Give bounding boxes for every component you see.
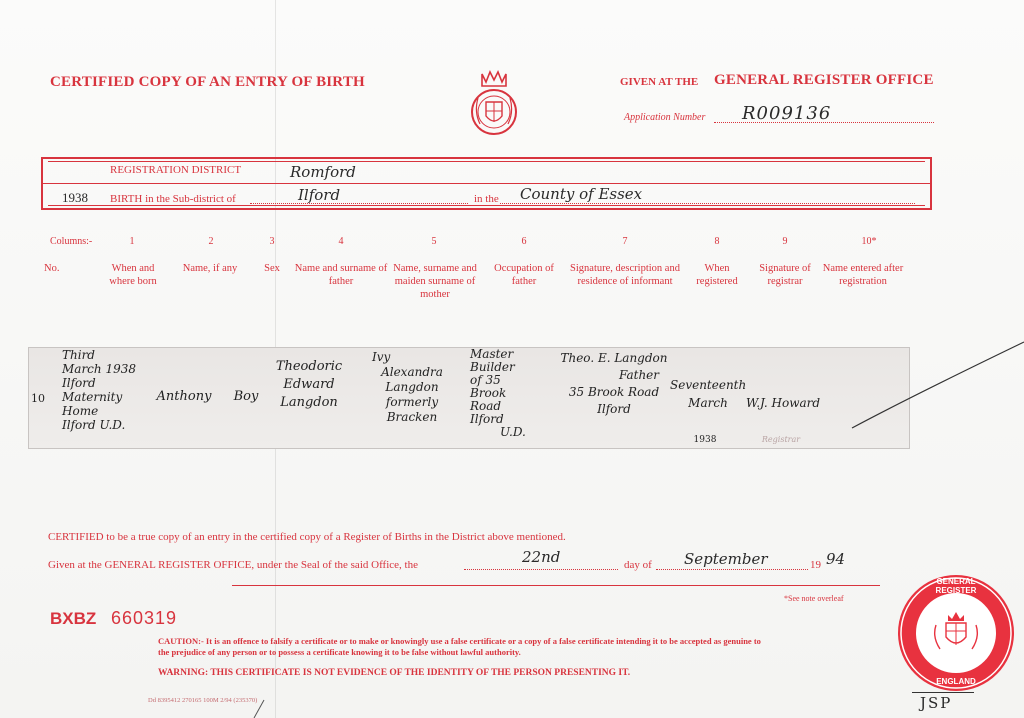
day-value: 22nd [522, 548, 561, 566]
entry-when-registered [670, 376, 746, 412]
column-number: 4 [338, 236, 344, 247]
occupation-line: Road [470, 399, 502, 413]
born-line: March 1938 [62, 362, 136, 376]
informant-line: Father [618, 368, 660, 382]
caution-text: CAUTION:- It is an offence to falsify a certificate or to make or knowingly use a false certificate or a copy of a false certificate intending it to be accepted as genuine to the prejudice of any person or to possess a certificate knowing it to be false without lawful authority. [158, 636, 761, 657]
born-line: Ilford [62, 376, 96, 390]
registered-year: 1938 [693, 435, 717, 445]
entry-sex: Boy [233, 389, 259, 404]
certificate-title: CERTIFIED COPY OF AN ENTRY OF BIRTH [50, 74, 365, 90]
occupation-line: Brook [470, 386, 507, 400]
entry-occupation [464, 348, 540, 439]
mother-line: formerly [385, 395, 439, 409]
header-mother: Name, surname and maiden surname of mother [393, 263, 477, 300]
box-inner-bottom [48, 205, 925, 206]
header-father: Name and surname of father [294, 263, 388, 287]
county-label: in the [474, 193, 499, 205]
column-number: 2 [208, 236, 214, 247]
entry-when-where-born [48, 348, 148, 432]
certification-statement: CERTIFIED to be a true copy of an entry in the certified copy of a Register of Births in the District above mentioned. [48, 531, 566, 543]
occupation-line: Builder [470, 360, 515, 374]
given-at-prefix: GIVEN AT THE [620, 76, 699, 88]
district-label: REGISTRATION DISTRICT [110, 164, 242, 176]
royal-crest-icon [468, 68, 520, 142]
informant-line: Theo. E. Langdon [560, 351, 668, 365]
registration-year: 1938 [62, 190, 88, 205]
seal-bottom-text: ENGLAND [936, 677, 976, 686]
entry-informant [544, 350, 684, 418]
registered-line: Seventeenth [670, 378, 747, 392]
column-number: 9 [782, 236, 788, 247]
print-code: Dd 8395412 270165 100M 2/94 (235370) [148, 697, 258, 704]
application-number-label: Application Number [624, 112, 706, 123]
district-value: Romford [290, 163, 356, 181]
certification-rule [232, 585, 880, 586]
initials: JSP [920, 694, 953, 712]
entry-father [264, 358, 354, 412]
subdistrict-label: BIRTH in the Sub-district of [110, 193, 236, 205]
occupation-line: of 35 [470, 373, 501, 387]
column-number: 7 [622, 236, 628, 247]
county-line [500, 203, 915, 204]
header-registrar: Signature of registrar [759, 263, 811, 287]
registered-line: March [688, 396, 728, 410]
father-line: Langdon [280, 395, 338, 410]
born-line: Maternity [62, 390, 123, 404]
informant-line: Ilford [597, 402, 631, 416]
column-number: 5 [431, 236, 437, 247]
header-name-after-registration: Name entered after registration [822, 263, 904, 287]
occupation-line: Ilford [470, 412, 504, 426]
header-when-registered: When registered [696, 263, 738, 287]
see-note-overleaf: *See note overleaf [784, 594, 844, 603]
mother-line: Alexandra [381, 365, 443, 379]
column-number: 3 [269, 236, 275, 247]
day-line [464, 569, 618, 570]
subdistrict-line [250, 203, 468, 204]
box-divider [41, 183, 932, 184]
month-value: September [684, 550, 768, 568]
issuing-office-title: GENERAL REGISTER OFFICE [714, 72, 934, 88]
header-sex: Sex [264, 263, 280, 274]
column-number: 8 [714, 236, 720, 247]
father-line: Theodoric [275, 359, 343, 374]
county-value: County of Essex [520, 185, 643, 203]
occupation-line: U.D. [500, 425, 526, 439]
box-inner-top [48, 161, 925, 162]
born-line: Ilford U.D. [62, 418, 126, 432]
given-at-text: Given at the GENERAL REGISTER OFFICE, under the Seal of the said Office, the [48, 559, 418, 571]
entry-name: Anthony [156, 389, 212, 404]
year-prefix: 19 [810, 559, 821, 571]
month-line [656, 569, 808, 570]
column-number: 1 [129, 236, 135, 247]
mother-line: Langdon [385, 380, 439, 394]
informant-line: 35 Brook Road [568, 385, 660, 399]
pen-mark [252, 698, 268, 718]
columns-label: Columns:- [50, 236, 93, 247]
warning-text: WARNING: THIS CERTIFICATE IS NOT EVIDENCE OF THE IDENTITY OF THE PERSON PRESENTING IT. [158, 668, 631, 678]
subdistrict-value: Ilford [298, 186, 341, 204]
header-occupation: Occupation of father [494, 263, 554, 287]
serial-prefix: BXBZ [50, 609, 97, 628]
occupation-line: Master [470, 347, 514, 361]
father-line: Edward [283, 377, 335, 392]
mother-line: Bracken [386, 410, 438, 424]
official-seal [898, 575, 1014, 691]
header-name: Name, if any [182, 263, 238, 274]
header-informant: Signature, description and residence of informant [570, 263, 680, 287]
mother-line: Ivy [372, 350, 391, 364]
entry-mother [362, 350, 462, 425]
seal-outer-text: GENERAL REGISTER OFFICE [935, 577, 977, 604]
registrar-caption: Registrar [761, 435, 801, 444]
header-when-where-born: When and where born [109, 263, 157, 287]
initials-underline [912, 692, 974, 693]
column-number: 10* [861, 236, 877, 247]
year-value: 94 [826, 550, 846, 568]
entry-number: 10 [31, 392, 45, 405]
day-label: day of [624, 559, 652, 571]
strike-through-line [848, 338, 1024, 432]
born-line: Home [62, 404, 99, 418]
column-number: 6 [521, 236, 527, 247]
born-line: Third [62, 348, 95, 362]
entry-registrar-signature: W.J. Howard [745, 396, 821, 410]
serial-number: 660319 [111, 608, 178, 628]
application-number-value: R009136 [742, 103, 832, 124]
header-no: No. [44, 263, 60, 274]
